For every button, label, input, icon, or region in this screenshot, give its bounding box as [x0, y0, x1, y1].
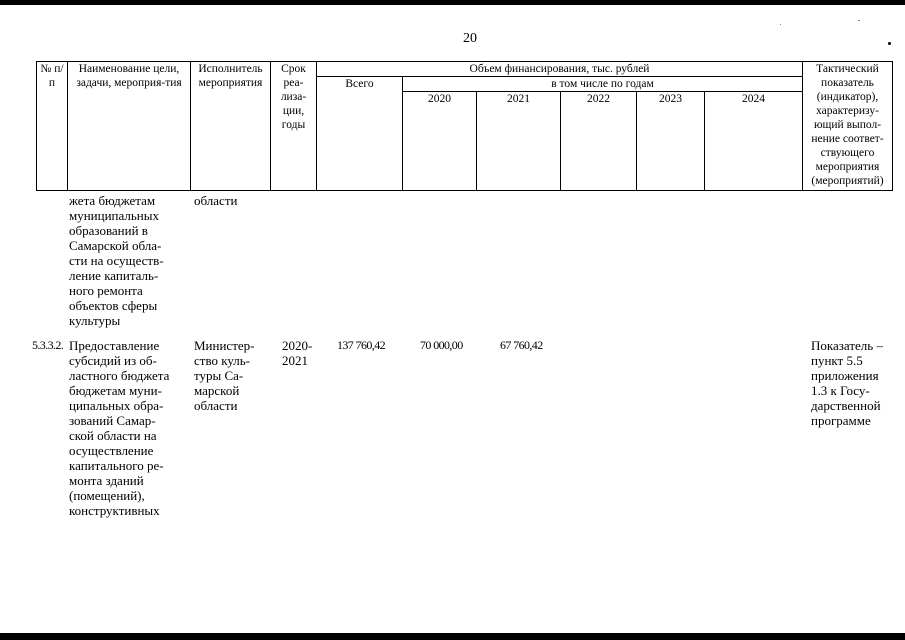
row-name-cell: Предоставление субсидий из об- ластного бюджета бюджетам муни- ципальных обра- зований Самар- ской области на осуществление капитального ре- монта зданий (помещений), конструктивных: [69, 338, 170, 518]
header-year-2021: 2021: [477, 92, 561, 191]
header-year-2020: 2020: [403, 92, 477, 191]
header-num: № п/п: [37, 62, 68, 191]
scan-speck: [780, 24, 781, 25]
page-number: 20: [463, 31, 477, 46]
row-indicator-cell: Показатель – пункт 5.5 приложения 1.3 к Госу- дарственной программе: [811, 338, 883, 428]
header-financing: Объем финансирования, тыс. рублей: [317, 62, 803, 77]
header-indicator: Тактический показатель (индикатор), характеризу-ющий выпол-нение соответ-ствующего мероприятия (мероприятий): [803, 62, 893, 191]
continued-name-cell: жета бюджетам муниципальных образований в Самарской обла- сти на осуществ- ление капиталь- ного ремонта объектов сферы культуры: [69, 193, 164, 328]
header-by-years: в том числе по годам: [403, 77, 803, 92]
row-2020-value: 70 000,00: [420, 338, 463, 352]
table-header: [36, 61, 893, 191]
header-term: Срок реа-лиза-ции, годы: [271, 62, 317, 191]
bottom-border: [0, 633, 905, 640]
top-border: [0, 0, 905, 5]
row-number: 5.3.3.2.: [32, 338, 64, 352]
header-year-2023: 2023: [637, 92, 705, 191]
header-executor: Исполнитель мероприятия: [191, 62, 271, 191]
row-executor-cell: Министер- ство куль- туры Са- марской области: [194, 338, 255, 413]
scan-speck: [888, 42, 891, 45]
row-term-cell: 2020- 2021: [282, 338, 313, 368]
row-2021-value: 67 760,42: [500, 338, 543, 352]
row-total-value: 137 760,42: [337, 338, 386, 352]
header-year-2022: 2022: [561, 92, 637, 191]
header-name: Наименование цели, задачи, мероприя-тия: [68, 62, 191, 191]
continued-executor-cell: области: [194, 193, 238, 208]
scan-speck: [858, 20, 860, 21]
header-total: Всего: [317, 77, 403, 191]
header-year-2024: 2024: [705, 92, 803, 191]
